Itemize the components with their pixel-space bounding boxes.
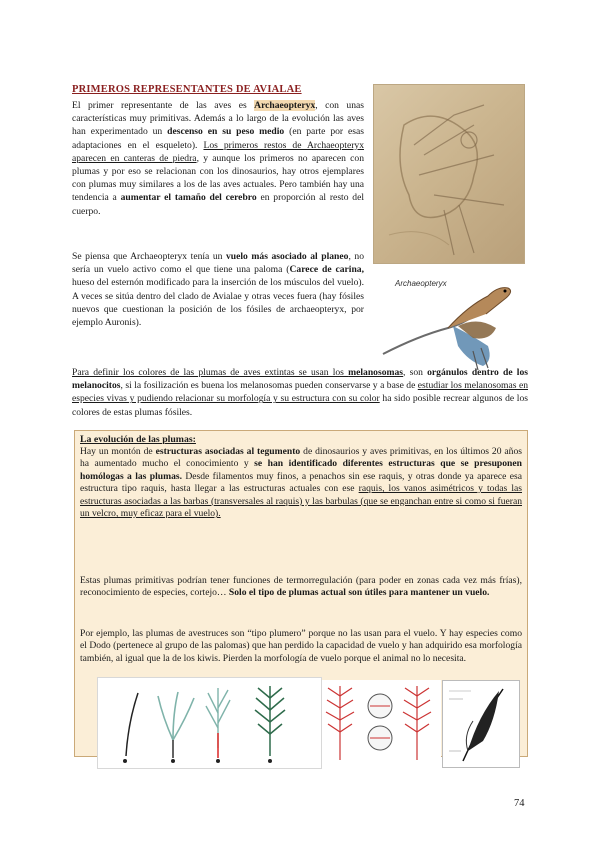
bird-icon [378,266,528,376]
modern-feather-diagram [442,680,520,768]
feather-evolution-paragraph-3: Por ejemplo, las plumas de avestruces son “tipo plumero” porque no las usan para el vuelo. Y hay especies como el Dodo (pertenece al grupo de las palomas) que han perdido la capacidad de vuelo y han adquirido esa morfología también, al igual que la de los kiwis. Pierden la morfología de vuelo porque el animal no lo necesita. [80,628,522,664]
section-title: PRIMEROS REPRESENTANTES DE AVIALAE [72,84,302,95]
paragraph-melanosomes: Para definir los colores de las plumas de aves extintas se usan los melanosomas, son orgánulos dentro de los melanocitos, si la fosilización es buena los melanosomas pueden conservarse y a base de estudiar los melanosomas en especies vivas y pudiendo relacionar su morfología y su estructura con su color ha sido posible recrear algunos de los colores de estas plumas fósiles. [72,367,529,418]
archaeopteryx-caption: Archaeopteryx [395,279,447,288]
feather-stages-icon [98,678,321,768]
paragraph-flight-gliding: Se piensa que Archaeopteryx tenía un vuelo más asociado al planeo, no sería un vuelo activo como el que tiene una paloma (Carece de carina, hueso del esternón modificado para la inserción de los músculos del vuelo). A veces se sitúa dentro del clado de Avialae y otras veces fuera (hay fósiles nuevos que cuestionan la posición de los fósiles de archaeopteryx, por ejemplo Auronis). [72,251,364,329]
archaeopteryx-fossil-photo [373,84,525,264]
fossil-illustration [374,85,524,263]
barbules-detail-diagram [322,680,441,766]
feather-evolution-paragraph-1: Hay un montón de estructuras asociadas al tegumento de dinosaurios y aves primitivas, en los últimos 20 años ha aumentado mucho el conocimiento y se han identificado diferentes estructuras que se presuponen homólogas a las plumas. Desde filamentos muy finos, a penachos sin ese raquis, y otras donde ya aparece esa estructura tipo raquis, hasta llegar a las estructuras actuales con ese raquis, los vanos asimétricos y todas las estructuras asociadas a las barbas (transversales al raquis) y las barbulas (que se enganchan entre si como si fueran un velcro, muy eficaz para el vuelo). [80,446,523,520]
modern-feather-icon [443,681,519,767]
feather-evolution-title: La evolución de las plumas: [80,434,196,445]
paragraph-archaeopteryx-intro: El primer representante de las aves es Archaeopteryx, con unas características muy primitivas. Además a lo largo de la evolución las aves han experimentado un descenso en su peso medio (en parte por esas adaptaciones en el esqueleto). Los primeros restos de Archaeopteryx aparecen en canteras de piedra, y aunque los primeros no aparecen con plumas y por eso se relacionan con los dinosaurios, hay otros ejemplares con plumas muy similares a los de las aves actuales. Pero también hay una tendencia a aumentar el tamaño del cerebro en proporción al resto del cuerpo. [72,100,365,217]
barbules-icon [322,680,441,766]
page-number: 74 [514,798,525,809]
archaeopteryx-reconstruction-illustration [378,266,528,376]
feather-evolution-paragraph-2: Estas plumas primitivas podrían tener funciones de termorregulación (para poder en zonas cada vez más frías), reconocimiento de especies, cortejo… Solo el tipo de plumas actual son útiles para mantener un vuelo. [80,575,522,599]
feather-stages-diagram [97,677,322,769]
